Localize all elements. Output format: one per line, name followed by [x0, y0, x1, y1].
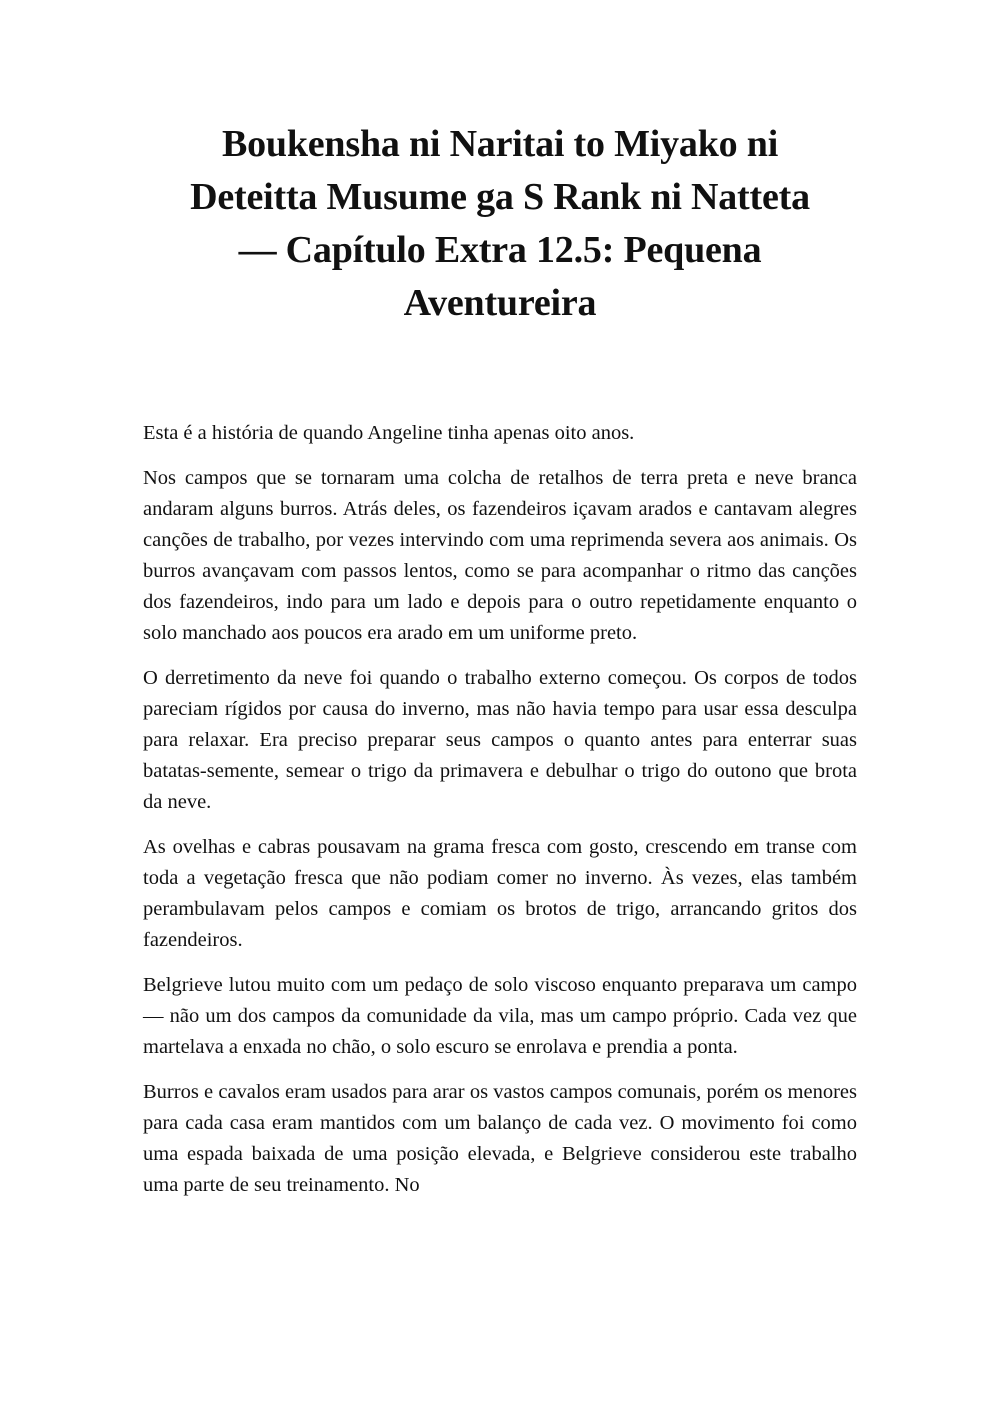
paragraph: O derretimento da neve foi quando o trabalho externo começou. Os corpos de todos pareciam rígidos por causa do inverno, mas não havia tempo para usar essa desculpa para relaxar. Era preciso preparar seus campos o quanto antes para enterrar suas batatas-semente, semear o trigo da primavera e debulhar o trigo do outono que brota da neve. [143, 667, 857, 813]
title-line: Aventureira [403, 282, 597, 324]
title-line: — Capítulo Extra 12.5: Pequena [238, 229, 762, 271]
title-line: Deteitta Musume ga S Rank ni Natteta [190, 176, 810, 218]
chapter-title [140, 118, 860, 330]
paragraph: Esta é a história de quando Angeline tinha apenas oito anos. [143, 422, 635, 444]
paragraph: Nos campos que se tornaram uma colcha de retalhos de terra preta e neve branca andaram alguns burros. Atrás deles, os fazendeiros içavam arados e cantavam alegres canções de trabalho, por vezes intervindo com uma reprimenda severa aos animais. Os burros avançavam com passos lentos, como se para acompanhar o ritmo das canções dos fazendeiros, indo para um lado e depois para o outro repetidamente enquanto o solo manchado aos poucos era arado em um uniforme preto. [143, 467, 857, 644]
paragraph: As ovelhas e cabras pousavam na grama fresca com gosto, crescendo em transe com toda a vegetação fresca que não podiam comer no inverno. Às vezes, elas também perambulavam pelos campos e comiam os brotos de trigo, arrancando gritos dos fazendeiros. [143, 836, 857, 951]
paragraph: Belgrieve lutou muito com um pedaço de solo viscoso enquanto preparava um campo — não um dos campos da comunidade da vila, mas um campo próprio. Cada vez que martelava a enxada no chão, o solo escuro se enrolava e prendia a ponta. [143, 974, 857, 1058]
chapter-body [143, 418, 857, 1215]
title-line: Boukensha ni Naritai to Miyako ni [221, 123, 779, 165]
paragraph: Burros e cavalos eram usados para arar os vastos campos comunais, porém os menores para cada casa eram mantidos com um balanço de cada vez. O movimento foi como uma espada baixada de uma posição elevada, e Belgrieve considerou este trabalho uma parte de seu treinamento. No [143, 1081, 857, 1196]
